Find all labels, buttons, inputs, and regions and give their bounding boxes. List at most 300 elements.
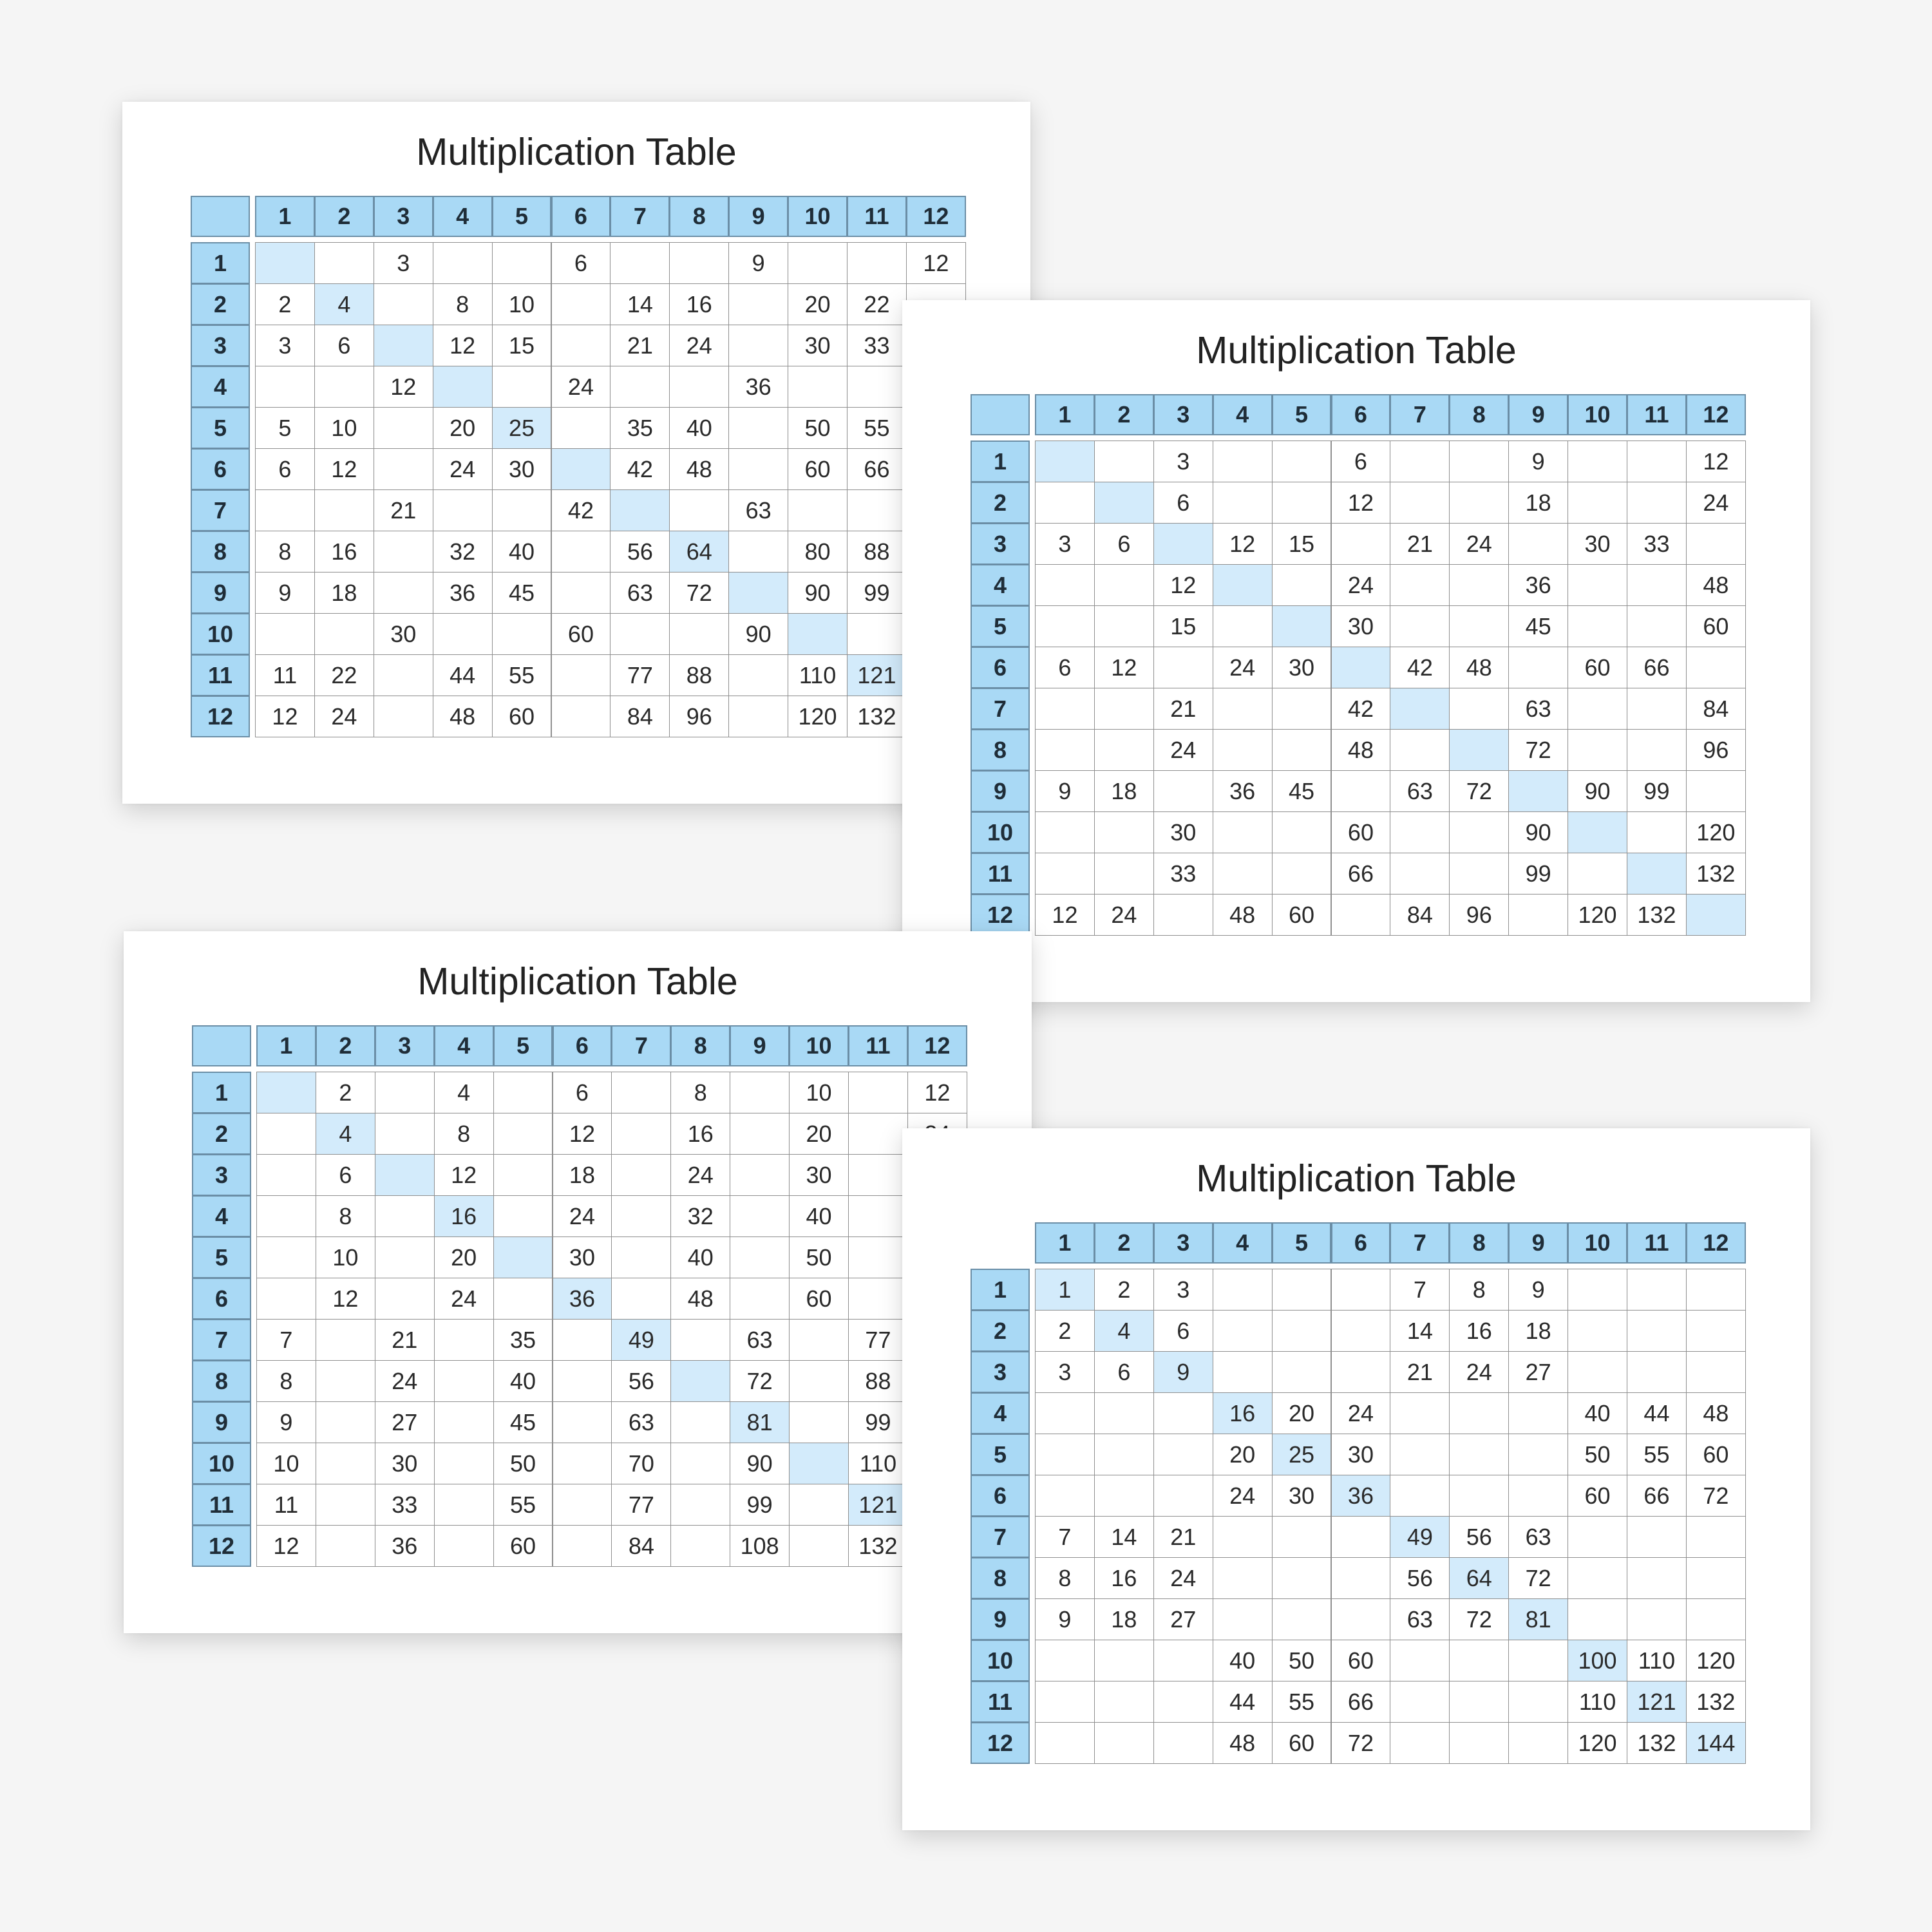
table-cell: [1686, 1351, 1746, 1393]
worksheet-1: [122, 102, 1030, 804]
table-cell: [847, 613, 907, 655]
table-cell: [789, 1401, 849, 1443]
table-cell: 108: [730, 1525, 790, 1567]
row-header: 7: [192, 1319, 251, 1361]
table-cell: 66: [1627, 1475, 1687, 1517]
table-cell: [1153, 1475, 1213, 1517]
table-cell: [1094, 1434, 1154, 1475]
row-header: 3: [191, 325, 250, 366]
table-cell: [1213, 482, 1273, 524]
table-cell: 6: [1331, 440, 1391, 482]
row-header: 5: [971, 605, 1030, 647]
table-cell: 6: [255, 448, 315, 490]
table-cell: [611, 1236, 671, 1278]
column-header: 7: [1390, 1222, 1450, 1264]
worksheet-3: [124, 931, 1032, 1633]
table-cell: [1153, 770, 1213, 812]
table-cell: 14: [1390, 1310, 1450, 1352]
diagonal-cell: [1686, 894, 1746, 936]
table-cell: [1449, 440, 1509, 482]
table-cell: [314, 366, 374, 408]
table-cell: [492, 366, 552, 408]
table-cell: 12: [316, 1278, 375, 1320]
diagonal-cell: [728, 572, 788, 614]
table-cell: 3: [1153, 1269, 1213, 1311]
row-header: 8: [191, 531, 250, 573]
table-cell: [1390, 440, 1450, 482]
table-cell: 30: [788, 325, 848, 366]
row-header: 7: [971, 1516, 1030, 1558]
column-header: 12: [907, 1025, 967, 1066]
table-cell: 72: [1449, 1598, 1509, 1640]
table-cell: 30: [1331, 605, 1391, 647]
table-cell: [1567, 688, 1627, 730]
table-cell: [848, 1236, 908, 1278]
table-cell: 12: [255, 696, 315, 737]
table-cell: [1627, 1598, 1687, 1640]
table-cell: 32: [670, 1195, 730, 1237]
table-cell: [789, 1319, 849, 1361]
row-header: 4: [191, 366, 250, 408]
table-cell: 24: [1213, 1475, 1273, 1517]
table-cell: 60: [493, 1525, 553, 1567]
table-cell: [1449, 564, 1509, 606]
table-cell: 44: [1627, 1392, 1687, 1434]
table-cell: 21: [375, 1319, 435, 1361]
table-cell: [433, 613, 493, 655]
table-cell: [728, 654, 788, 696]
column-header: 8: [669, 196, 729, 237]
table-cell: [433, 489, 493, 531]
diagonal-cell: 81: [1508, 1598, 1568, 1640]
table-cell: [1213, 811, 1273, 853]
row-header: 2: [191, 283, 250, 325]
diagonal-cell: 16: [1213, 1392, 1273, 1434]
column-header: 6: [1331, 1222, 1391, 1264]
table-cell: [493, 1278, 553, 1320]
table-cell: 35: [493, 1319, 553, 1361]
table-cell: 33: [1627, 523, 1687, 565]
table-cell: 24: [375, 1360, 435, 1402]
table-cell: [728, 448, 788, 490]
diagonal-cell: 49: [1390, 1516, 1450, 1558]
table-cell: 72: [669, 572, 729, 614]
table-cell: [1035, 1475, 1095, 1517]
column-header: 11: [1627, 1222, 1687, 1264]
table-cell: 30: [1272, 647, 1332, 688]
column-header: 12: [1686, 1222, 1746, 1264]
table-cell: 14: [610, 283, 670, 325]
table-cell: 30: [789, 1154, 849, 1196]
table-cell: [789, 1525, 849, 1567]
row-header: 11: [971, 1681, 1030, 1723]
row-header: 11: [192, 1484, 251, 1526]
table-cell: 6: [553, 1072, 612, 1113]
row-header: 5: [192, 1236, 251, 1278]
table-cell: [316, 1360, 375, 1402]
table-cell: [670, 1484, 730, 1526]
row-header: 11: [971, 853, 1030, 895]
table-cell: [1627, 1351, 1687, 1393]
table-cell: [1035, 1640, 1095, 1681]
row-header: 9: [971, 1598, 1030, 1640]
table-cell: 132: [847, 696, 907, 737]
table-cell: [670, 1443, 730, 1484]
worksheet-2: [902, 300, 1810, 1002]
table-cell: 30: [374, 613, 433, 655]
column-header: 9: [1508, 394, 1568, 435]
row-header: 4: [192, 1195, 251, 1237]
sheet-title: Multiplication Table: [1196, 329, 1517, 372]
column-header: 9: [730, 1025, 790, 1066]
table-cell: [1035, 1722, 1095, 1764]
table-cell: [433, 242, 493, 284]
table-cell: [1094, 811, 1154, 853]
table-cell: 120: [1567, 1722, 1627, 1764]
table-cell: 24: [314, 696, 374, 737]
table-cell: 21: [610, 325, 670, 366]
table-cell: [1213, 853, 1273, 895]
table-cell: 33: [847, 325, 907, 366]
table-cell: [1390, 605, 1450, 647]
table-cell: [670, 1401, 730, 1443]
table-cell: 11: [255, 654, 315, 696]
table-cell: 60: [1331, 811, 1391, 853]
table-cell: 45: [493, 1401, 553, 1443]
table-cell: 6: [1094, 523, 1154, 565]
column-header: 10: [789, 1025, 849, 1066]
table-cell: 3: [255, 325, 315, 366]
table-cell: [610, 242, 670, 284]
table-cell: [1035, 482, 1095, 524]
diagonal-cell: [256, 1072, 316, 1113]
table-cell: [789, 1484, 849, 1526]
table-cell: 24: [669, 325, 729, 366]
column-header: 3: [375, 1025, 435, 1066]
table-cell: [611, 1278, 671, 1320]
table-cell: [728, 407, 788, 449]
table-cell: 36: [728, 366, 788, 408]
column-header: 8: [1449, 1222, 1509, 1264]
table-cell: 9: [1508, 1269, 1568, 1311]
row-header: 6: [191, 448, 250, 490]
table-cell: [1508, 523, 1568, 565]
diagonal-cell: 100: [1567, 1640, 1627, 1681]
table-cell: 77: [610, 654, 670, 696]
table-cell: 12: [907, 1072, 967, 1113]
table-cell: [551, 283, 611, 325]
table-cell: 60: [1272, 1722, 1332, 1764]
table-cell: 30: [375, 1443, 435, 1484]
table-cell: 88: [847, 531, 907, 573]
table-cell: [1331, 1557, 1391, 1599]
table-cell: [256, 1195, 316, 1237]
table-cell: [553, 1401, 612, 1443]
table-cell: [847, 489, 907, 531]
column-header: 2: [316, 1025, 375, 1066]
diagonal-cell: [670, 1360, 730, 1402]
table-cell: [1627, 1310, 1687, 1352]
row-header: 5: [971, 1434, 1030, 1475]
table-cell: [1390, 853, 1450, 895]
table-cell: [434, 1360, 494, 1402]
table-cell: [434, 1525, 494, 1567]
multiplication-grid: [191, 196, 967, 739]
table-cell: 77: [848, 1319, 908, 1361]
column-header: 8: [670, 1025, 730, 1066]
table-cell: 55: [847, 407, 907, 449]
row-header: 2: [971, 1310, 1030, 1352]
table-cell: [788, 242, 848, 284]
table-cell: [1627, 1269, 1687, 1311]
column-header: 5: [1272, 1222, 1332, 1264]
table-cell: 24: [1449, 1351, 1509, 1393]
table-cell: 90: [1567, 770, 1627, 812]
table-cell: 20: [433, 407, 493, 449]
table-cell: 33: [1153, 853, 1213, 895]
table-cell: [1272, 688, 1332, 730]
diagonal-cell: [610, 489, 670, 531]
table-cell: [669, 613, 729, 655]
table-cell: 9: [1035, 770, 1095, 812]
table-cell: [374, 654, 433, 696]
table-cell: [551, 696, 611, 737]
column-header: 5: [492, 196, 552, 237]
table-cell: [1213, 1351, 1273, 1393]
table-cell: [1153, 1434, 1213, 1475]
table-cell: [553, 1525, 612, 1567]
table-cell: 2: [1035, 1310, 1095, 1352]
table-cell: [1567, 440, 1627, 482]
column-header: 9: [1508, 1222, 1568, 1264]
table-cell: [1272, 1598, 1332, 1640]
row-header: 1: [191, 242, 250, 284]
table-cell: 96: [669, 696, 729, 737]
table-cell: 60: [789, 1278, 849, 1320]
table-cell: [1272, 440, 1332, 482]
table-cell: 132: [1627, 1722, 1687, 1764]
table-cell: [553, 1443, 612, 1484]
column-header: 6: [1331, 394, 1391, 435]
diagonal-cell: [433, 366, 493, 408]
column-header: 4: [433, 196, 493, 237]
diagonal-cell: 64: [1449, 1557, 1509, 1599]
column-header: 3: [1153, 394, 1213, 435]
table-cell: [1331, 1269, 1391, 1311]
table-cell: 24: [433, 448, 493, 490]
table-cell: [1213, 688, 1273, 730]
table-cell: [1449, 1392, 1509, 1434]
table-cell: 36: [433, 572, 493, 614]
table-cell: [434, 1443, 494, 1484]
table-cell: [314, 489, 374, 531]
table-cell: 84: [610, 696, 670, 737]
table-cell: [1094, 564, 1154, 606]
table-cell: [256, 1113, 316, 1155]
table-cell: [1567, 1351, 1627, 1393]
table-cell: 9: [1035, 1598, 1095, 1640]
table-cell: [1627, 440, 1687, 482]
table-cell: [493, 1072, 553, 1113]
corner-cell: [191, 196, 250, 237]
table-cell: 12: [1035, 894, 1095, 936]
table-cell: 40: [492, 531, 552, 573]
table-cell: [434, 1401, 494, 1443]
table-cell: [492, 613, 552, 655]
table-cell: [848, 1195, 908, 1237]
table-cell: 18: [1094, 770, 1154, 812]
table-cell: 20: [1272, 1392, 1332, 1434]
table-cell: 90: [1508, 811, 1568, 853]
table-cell: [1272, 1269, 1332, 1311]
table-cell: 22: [847, 283, 907, 325]
table-cell: 7: [1390, 1269, 1450, 1311]
table-cell: [1153, 1681, 1213, 1723]
table-cell: 90: [788, 572, 848, 614]
column-header: 1: [1035, 1222, 1095, 1264]
table-cell: [1567, 1557, 1627, 1599]
column-header: 1: [256, 1025, 316, 1066]
table-cell: 21: [1390, 1351, 1450, 1393]
table-cell: 21: [1390, 523, 1450, 565]
table-cell: [1331, 1516, 1391, 1558]
table-cell: 30: [1567, 523, 1627, 565]
row-header: 4: [971, 564, 1030, 606]
table-cell: [1567, 853, 1627, 895]
table-cell: [374, 531, 433, 573]
table-cell: [374, 407, 433, 449]
table-cell: 48: [670, 1278, 730, 1320]
row-header: 1: [971, 440, 1030, 482]
table-cell: 7: [256, 1319, 316, 1361]
table-cell: [730, 1195, 790, 1237]
table-cell: [730, 1236, 790, 1278]
table-cell: 16: [314, 531, 374, 573]
row-header: 8: [971, 1557, 1030, 1599]
table-cell: 30: [1153, 811, 1213, 853]
table-cell: [789, 1360, 849, 1402]
table-cell: 56: [1449, 1516, 1509, 1558]
diagonal-cell: 144: [1686, 1722, 1746, 1764]
table-cell: 36: [1213, 770, 1273, 812]
table-cell: 18: [314, 572, 374, 614]
table-cell: 12: [1153, 564, 1213, 606]
table-cell: 3: [374, 242, 433, 284]
table-cell: 48: [1213, 1722, 1273, 1764]
table-cell: [375, 1278, 435, 1320]
table-cell: [1390, 1392, 1450, 1434]
table-cell: [610, 366, 670, 408]
table-cell: [1686, 1598, 1746, 1640]
table-cell: 10: [316, 1236, 375, 1278]
row-header: 7: [971, 688, 1030, 730]
table-cell: [848, 1278, 908, 1320]
table-cell: [669, 489, 729, 531]
table-cell: 6: [1035, 647, 1095, 688]
table-cell: 12: [256, 1525, 316, 1567]
table-cell: 77: [611, 1484, 671, 1526]
table-cell: [314, 242, 374, 284]
table-cell: 2: [255, 283, 315, 325]
row-header: 2: [971, 482, 1030, 524]
diagonal-cell: [1508, 770, 1568, 812]
table-cell: 40: [1213, 1640, 1273, 1681]
table-cell: [788, 489, 848, 531]
table-cell: 8: [256, 1360, 316, 1402]
table-cell: 12: [1331, 482, 1391, 524]
row-header: 11: [191, 654, 250, 696]
table-cell: [1153, 1640, 1213, 1681]
table-cell: [434, 1319, 494, 1361]
table-cell: [1449, 605, 1509, 647]
column-header: 5: [493, 1025, 553, 1066]
table-cell: [728, 283, 788, 325]
multiplication-grid: [971, 394, 1747, 938]
table-cell: [434, 1484, 494, 1526]
table-cell: 18: [1508, 1310, 1568, 1352]
sheet-title: Multiplication Table: [1196, 1157, 1517, 1200]
table-cell: [670, 1319, 730, 1361]
table-cell: 30: [492, 448, 552, 490]
table-cell: 63: [610, 572, 670, 614]
table-cell: [1567, 1269, 1627, 1311]
table-cell: 66: [1627, 647, 1687, 688]
diagonal-cell: [1331, 647, 1391, 688]
table-cell: [728, 325, 788, 366]
table-cell: [1627, 605, 1687, 647]
row-header: 5: [191, 407, 250, 449]
table-cell: [374, 572, 433, 614]
table-cell: [1627, 811, 1687, 853]
table-cell: 110: [848, 1443, 908, 1484]
table-cell: [375, 1195, 435, 1237]
table-cell: 3: [1153, 440, 1213, 482]
table-cell: 50: [1567, 1434, 1627, 1475]
table-cell: [1449, 1722, 1509, 1764]
table-cell: [1627, 1557, 1687, 1599]
table-cell: [1213, 729, 1273, 771]
table-cell: [1686, 1557, 1746, 1599]
row-header: 10: [971, 1640, 1030, 1681]
table-cell: [1686, 647, 1746, 688]
table-cell: 8: [1449, 1269, 1509, 1311]
table-cell: [1390, 811, 1450, 853]
table-cell: [611, 1195, 671, 1237]
column-header: 2: [1094, 1222, 1154, 1264]
table-cell: [1213, 1516, 1273, 1558]
table-cell: [1272, 853, 1332, 895]
table-cell: [728, 696, 788, 737]
table-cell: 45: [1508, 605, 1568, 647]
row-header: 10: [191, 613, 250, 655]
table-cell: 63: [1390, 770, 1450, 812]
table-cell: [1272, 1351, 1332, 1393]
table-cell: 32: [433, 531, 493, 573]
diagonal-cell: 121: [1627, 1681, 1687, 1723]
table-cell: 99: [1508, 853, 1568, 895]
column-header: 12: [906, 196, 966, 237]
table-cell: 14: [1094, 1516, 1154, 1558]
sheet-title: Multiplication Table: [417, 960, 738, 1003]
table-cell: [730, 1278, 790, 1320]
table-cell: 50: [493, 1443, 553, 1484]
table-cell: 12: [553, 1113, 612, 1155]
table-cell: [1153, 1392, 1213, 1434]
table-cell: 15: [492, 325, 552, 366]
row-header: 3: [971, 523, 1030, 565]
table-cell: [1627, 1516, 1687, 1558]
table-cell: 99: [730, 1484, 790, 1526]
